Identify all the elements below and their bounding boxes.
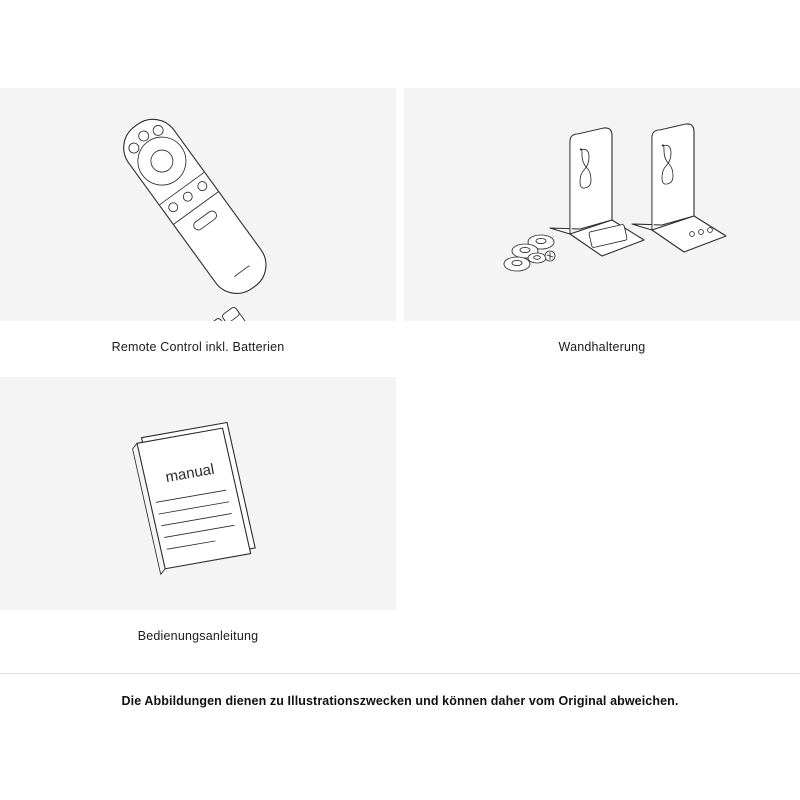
remote-control-illustration (0, 88, 396, 321)
item-card-user-manual[interactable] (0, 377, 396, 644)
item-caption: Wandhalterung (558, 340, 646, 354)
grid-row-1 (0, 88, 800, 355)
manual-illustration (0, 377, 396, 610)
item-card-wall-mount[interactable] (404, 88, 800, 355)
wall-mount-illustration (404, 88, 800, 321)
footer-note-container (0, 662, 800, 718)
grid-row-2 (0, 377, 800, 644)
item-card-remote-control[interactable] (0, 88, 396, 355)
footer-note: Die Abbildungen dienen zu Illustrationszwecken und können daher vom Original abweichen. (0, 673, 800, 708)
illustration-grid (0, 88, 800, 644)
manual-cover-word: manual (164, 460, 216, 487)
item-caption: Bedienungsanleitung (137, 629, 259, 643)
wall-mount-icon (404, 88, 800, 321)
remote-control-icon (0, 88, 396, 321)
manual-booklet-icon (0, 377, 396, 610)
item-caption: Remote Control inkl. Batterien (111, 340, 285, 354)
